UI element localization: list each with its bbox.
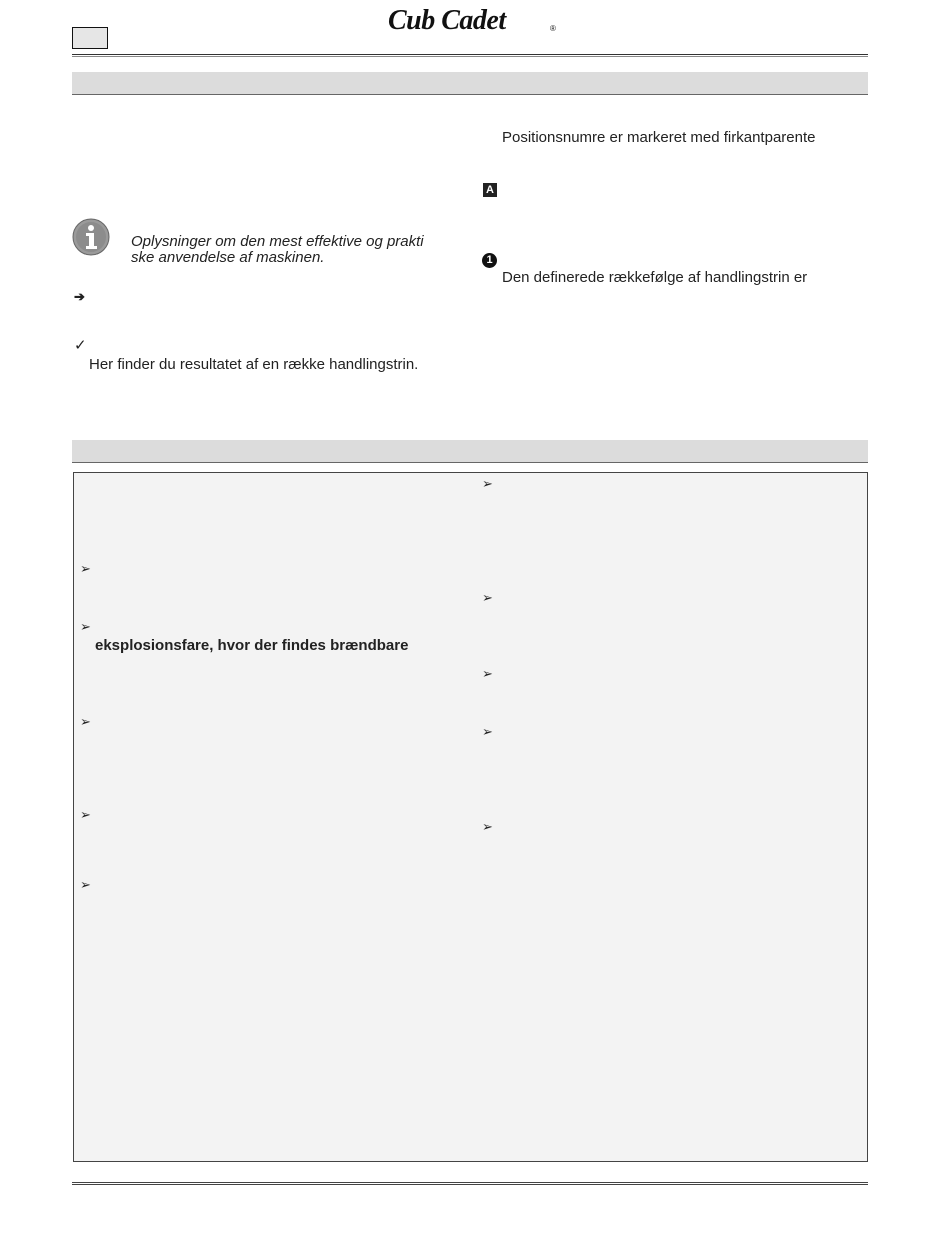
arrowhead-bullet-icon: ➢ [482, 476, 493, 491]
position-numbers-text: Positionsnumre er markeret med firkantparente [502, 129, 816, 146]
svg-text:®: ® [550, 24, 556, 33]
arrow-right-icon: ➔ [74, 289, 85, 304]
position-letter-badge: A [483, 183, 497, 197]
safety-bold-line: eksplosionsfare, hvor der findes brændbare [95, 637, 409, 654]
safety-instructions-box [73, 472, 868, 1162]
cub-cadet-logo [386, 4, 560, 36]
header-rule [72, 54, 868, 57]
arrowhead-bullet-icon: ➢ [80, 877, 91, 892]
arrowhead-bullet-icon: ➢ [80, 561, 91, 576]
arrowhead-bullet-icon: ➢ [482, 666, 493, 681]
arrowhead-bullet-icon: ➢ [80, 714, 91, 729]
arrowhead-bullet-icon: ➢ [80, 807, 91, 822]
result-text: Her finder du resultatet af en række handlingstrin. [89, 356, 419, 373]
info-note-line-2: ske anvendelse af maskinen. [131, 249, 325, 266]
info-note-line-1: Oplysninger om den mest effektive og prakti [131, 233, 424, 250]
section-header-bar-safety [72, 440, 868, 463]
arrowhead-bullet-icon: ➢ [482, 819, 493, 834]
footer-rule [72, 1182, 868, 1185]
svg-text:Cub Cadet: Cub Cadet [388, 5, 506, 36]
arrowhead-bullet-icon: ➢ [482, 590, 493, 605]
section-header-bar [72, 72, 868, 95]
arrowhead-bullet-icon: ➢ [80, 619, 91, 634]
sequence-text: Den definerede rækkefølge af handlingstrin er [502, 269, 808, 286]
checkmark-icon: ✓ [74, 337, 87, 354]
step-number-badge: 1 [482, 253, 497, 268]
info-icon [72, 218, 110, 256]
page-number-box [72, 27, 108, 49]
arrowhead-bullet-icon: ➢ [482, 724, 493, 739]
